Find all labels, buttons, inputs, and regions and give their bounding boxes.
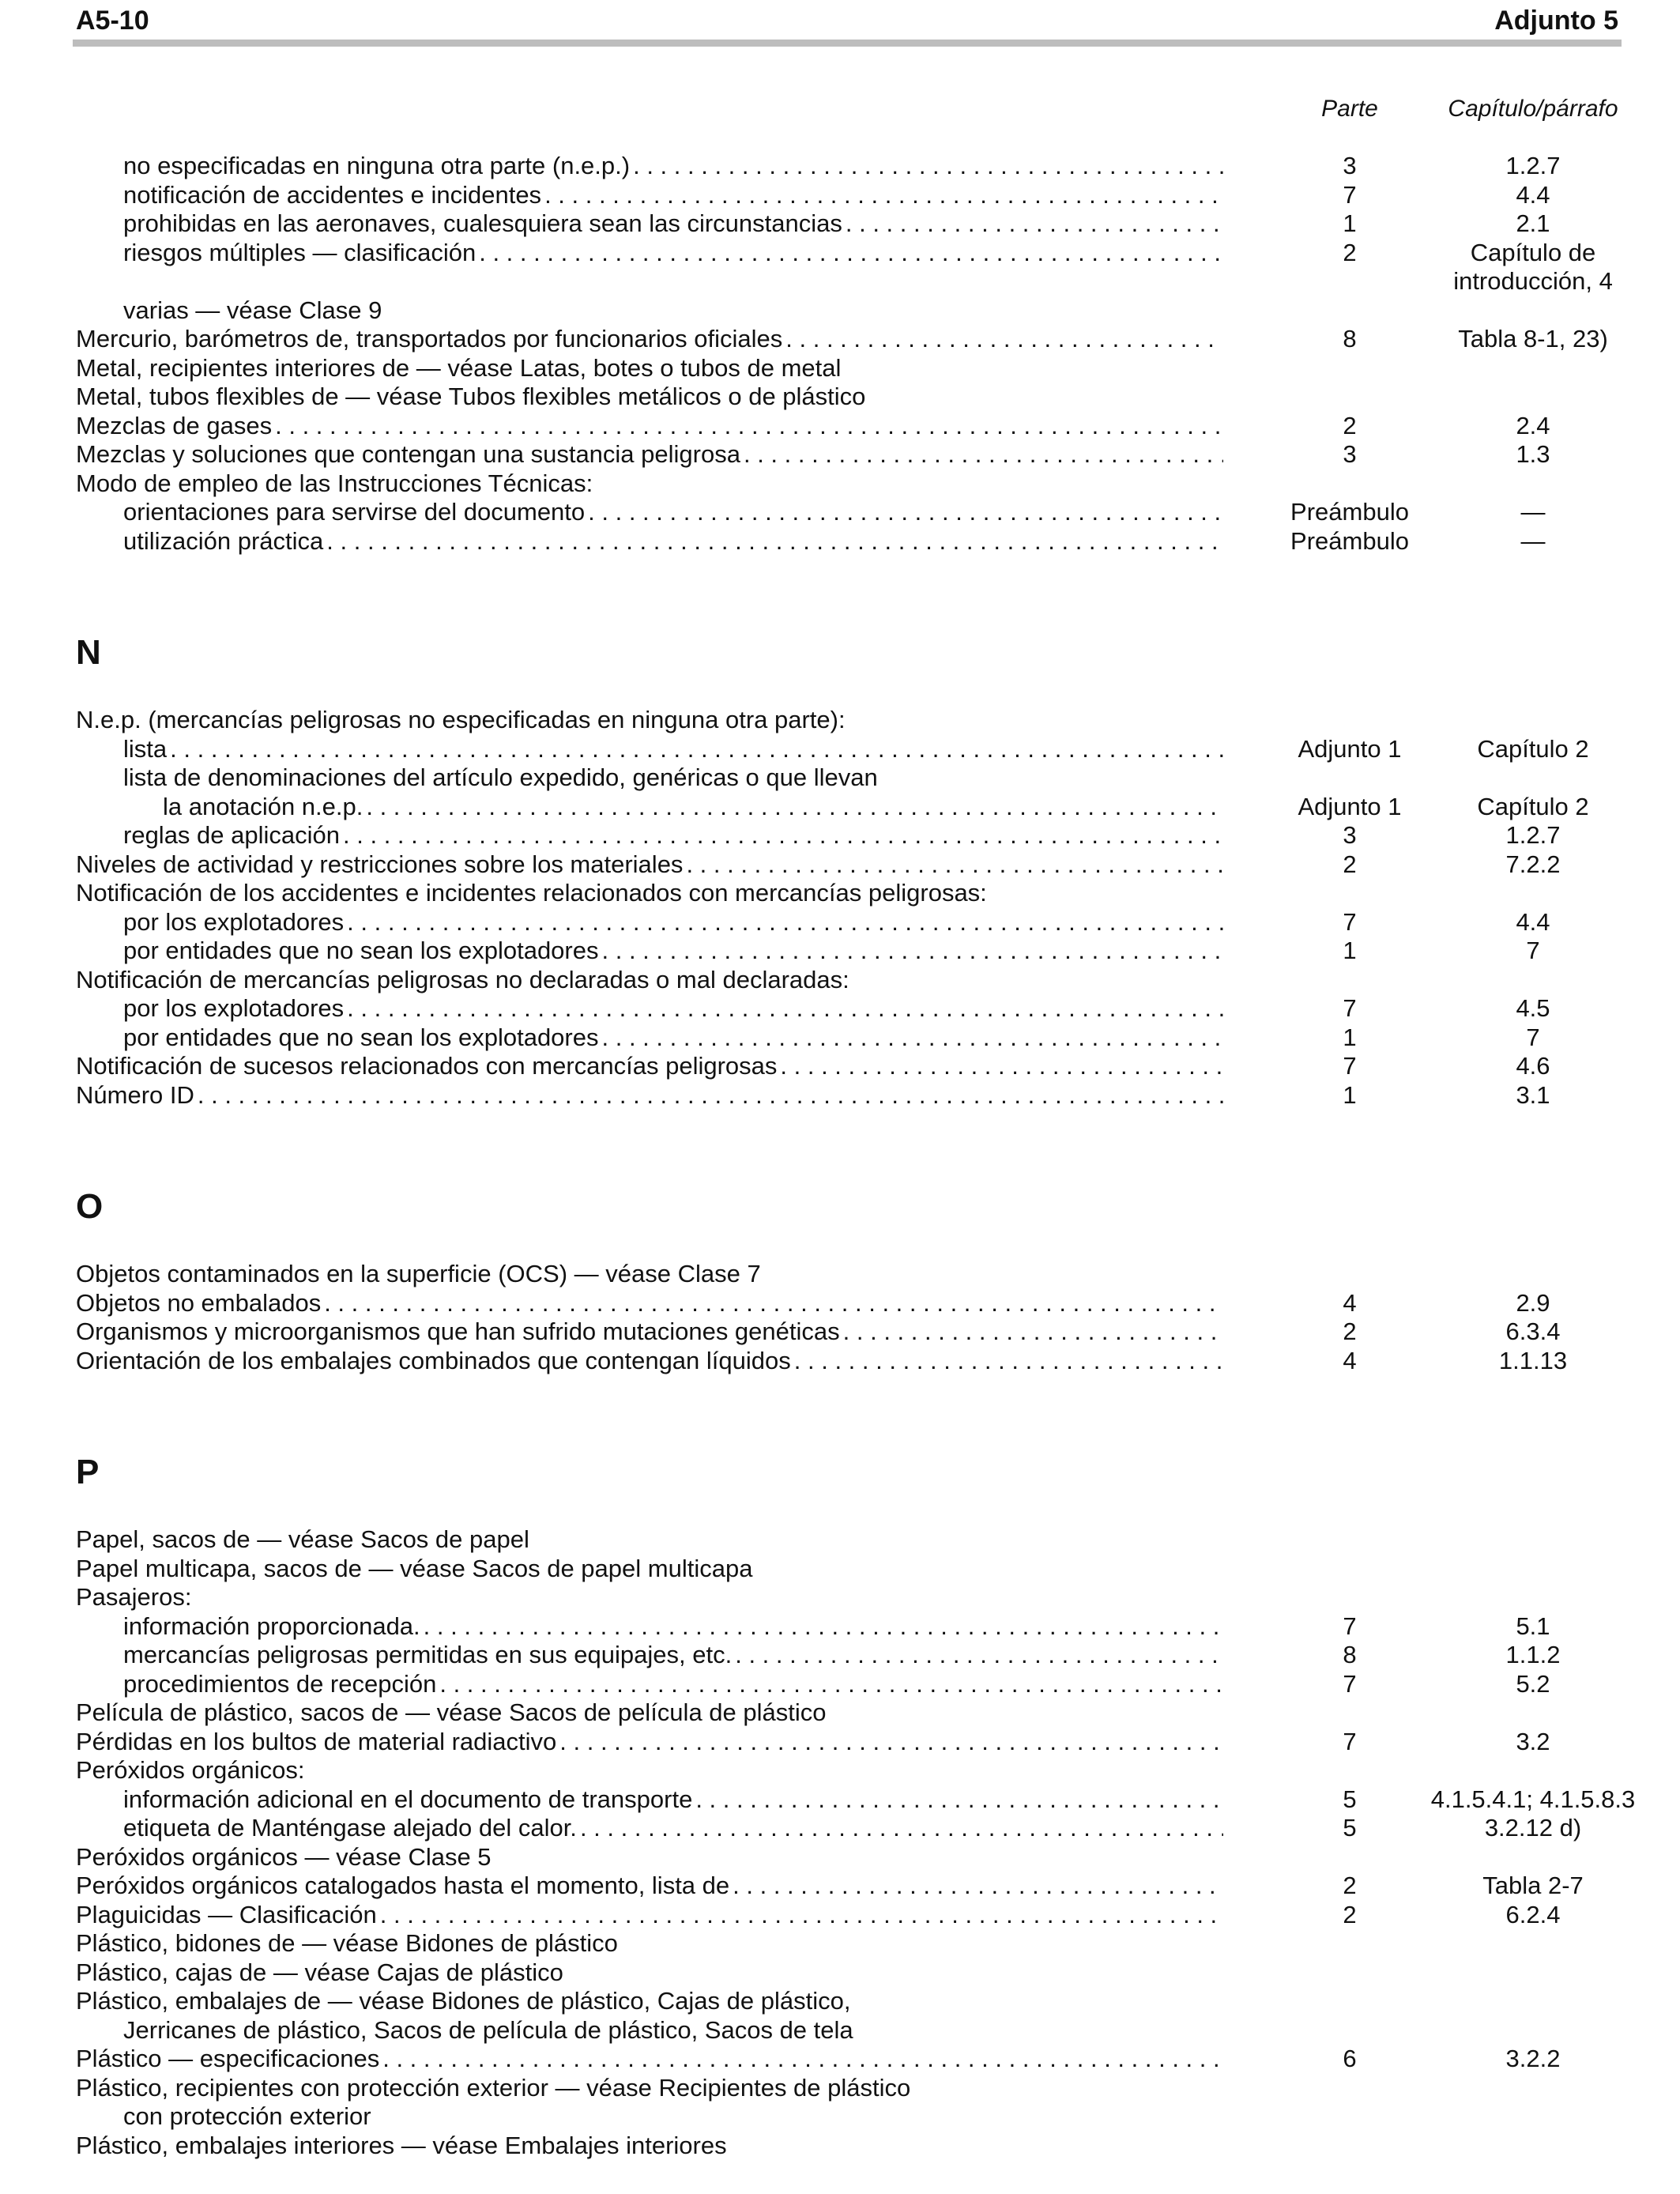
entry-part: 2 xyxy=(1343,1318,1357,1345)
entry-label xyxy=(123,296,1223,326)
entry-text: con protección exterior xyxy=(123,2102,371,2130)
entry-chapter: 4.5 xyxy=(1516,994,1550,1022)
entry-part: 1 xyxy=(1343,1023,1357,1051)
index-entry-row xyxy=(0,821,1680,850)
entry-part: 1 xyxy=(1343,1080,1357,1109)
entry-part: 2 xyxy=(1343,1900,1357,1928)
index-entry-row xyxy=(0,1756,1680,1785)
dot-leader xyxy=(580,1814,1223,1843)
entry-label xyxy=(76,1555,1223,1584)
index-entry-row xyxy=(0,267,1680,296)
entry-label xyxy=(76,706,1223,735)
entry-text: prohibidas en las aeronaves, cualesquiera sean las circunstancias xyxy=(123,209,842,237)
entry-label xyxy=(76,1929,1223,1958)
entry-chapter: 1.3 xyxy=(1516,440,1550,468)
entry-chapter: 7.2.2 xyxy=(1505,850,1561,878)
entry-text: Papel, sacos de — véase Sacos de papel xyxy=(76,1525,529,1553)
dot-leader xyxy=(343,821,1223,850)
dot-leader xyxy=(785,325,1223,354)
entry-part: 3 xyxy=(1343,440,1357,468)
dot-leader xyxy=(686,850,1223,880)
index-entry-row xyxy=(0,850,1680,880)
entry-text: Notificación de sucesos relacionados con mercancías peligrosas xyxy=(76,1052,778,1080)
entry-label xyxy=(163,793,1223,822)
index-entry-row xyxy=(0,1612,1680,1642)
entry-text: Mezclas y soluciones que contengan una sustancia peligrosa xyxy=(76,440,740,468)
entry-label xyxy=(123,994,1223,1023)
dot-leader xyxy=(380,1901,1223,1930)
entry-text: Plaguicidas — Clasificación xyxy=(76,1900,377,1928)
entry-text: información proporcionada. xyxy=(123,1612,420,1640)
entry-chapter: 6.2.4 xyxy=(1505,1900,1561,1928)
entry-text: Peróxidos orgánicos catalogados hasta el momento, lista de xyxy=(76,1872,730,1899)
dot-leader xyxy=(439,1670,1223,1699)
entry-label xyxy=(123,498,1223,527)
entry-label xyxy=(123,152,1223,181)
entry-part: 7 xyxy=(1343,180,1357,209)
entry-label xyxy=(76,879,1223,908)
entry-text: Mercurio, barómetros de, transportados por funcionarios oficiales xyxy=(76,325,783,352)
section-letter-text: P xyxy=(76,1453,100,1491)
entry-text: orientaciones para servirse del documento xyxy=(123,498,586,526)
entry-label xyxy=(76,1260,1223,1289)
entry-part: Preámbulo xyxy=(1290,526,1409,555)
entry-label xyxy=(76,1872,1223,1901)
entry-part: 7 xyxy=(1343,1052,1357,1080)
entry-label xyxy=(76,1318,1223,1347)
index-entry-row xyxy=(0,1289,1680,1318)
entry-label xyxy=(123,908,1223,937)
entry-chapter: 3.1 xyxy=(1516,1080,1550,1109)
dot-leader xyxy=(588,498,1223,527)
index-entry-row xyxy=(0,1670,1680,1699)
entry-label xyxy=(76,383,1223,412)
entry-text: Plástico, bidones de — véase Bidones de plástico xyxy=(76,1929,618,1957)
section-letter xyxy=(0,611,1680,706)
entry-label xyxy=(76,1698,1223,1728)
entry-part: Adjunto 1 xyxy=(1298,792,1402,820)
entry-part: 7 xyxy=(1343,1669,1357,1698)
index-entry-row xyxy=(0,469,1680,499)
dot-leader xyxy=(275,412,1223,441)
entry-part: 7 xyxy=(1343,1612,1357,1640)
page-number: A5-10 xyxy=(76,6,149,36)
entry-part: 6 xyxy=(1343,2045,1357,2072)
entry-label xyxy=(76,1081,1223,1110)
index-entry-row xyxy=(0,1785,1680,1815)
entry-text: lista xyxy=(123,734,168,763)
index-entry-row xyxy=(0,735,1680,764)
entry-chapter: 2.9 xyxy=(1516,1288,1550,1317)
section-spacer xyxy=(0,1110,1680,1165)
entry-part: 1 xyxy=(1343,209,1357,237)
index-entry-row xyxy=(0,706,1680,735)
entry-text: reglas de aplicación xyxy=(123,821,341,849)
entry-text: Plástico, recipientes con protección exterior — véase Recipientes de plástico xyxy=(76,2073,911,2102)
column-headers xyxy=(0,93,1680,125)
index-entry-row xyxy=(0,908,1680,937)
entry-chapter: 2.4 xyxy=(1516,411,1550,439)
header-rule xyxy=(73,40,1622,47)
entry-text: riesgos múltiples — clasificación xyxy=(123,238,477,266)
dot-leader xyxy=(633,152,1223,181)
index-entry-row xyxy=(0,1052,1680,1081)
index-entry-row xyxy=(0,296,1680,326)
index-entry-row xyxy=(0,498,1680,527)
entry-label xyxy=(76,1756,1223,1785)
entry-text: Jerricanes de plástico, Sacos de película de plástico, Sacos de tela xyxy=(123,2015,853,2044)
entry-text: Metal, tubos flexibles de — véase Tubos flexibles metálicos o de plástico xyxy=(76,383,866,410)
entry-label xyxy=(123,821,1223,850)
dot-leader xyxy=(780,1052,1223,1081)
entry-chapter: 7 xyxy=(1526,937,1540,964)
entry-label xyxy=(123,2102,1223,2132)
index-entry-row xyxy=(0,1555,1680,1584)
entry-label xyxy=(123,181,1223,210)
entry-chapter: 5.1 xyxy=(1516,1612,1550,1640)
entry-chapter: 4.1.5.4.1; 4.1.5.8.3 xyxy=(1430,1785,1636,1813)
entry-label xyxy=(76,1525,1223,1555)
entry-label xyxy=(76,2132,1223,2161)
entry-text: utilización práctica xyxy=(123,526,324,555)
entry-label xyxy=(76,1347,1223,1376)
entry-label xyxy=(76,1958,1223,1988)
entry-part: 2 xyxy=(1343,411,1357,439)
entry-text: procedimientos de recepción xyxy=(123,1669,437,1698)
dot-leader xyxy=(695,1785,1223,1815)
index-entry-row xyxy=(0,1023,1680,1053)
entry-part: 5 xyxy=(1343,1785,1357,1813)
entry-label xyxy=(123,937,1223,966)
entry-text: Peróxidos orgánicos — véase Clase 5 xyxy=(76,1842,492,1871)
entry-part: 5 xyxy=(1343,1814,1357,1842)
section-letter-text: N xyxy=(76,633,101,672)
entry-label xyxy=(76,440,1223,469)
entry-part: Preámbulo xyxy=(1290,498,1409,526)
entry-text: no especificadas en ninguna otra parte (n.e.p.) xyxy=(123,152,631,179)
entry-part: 4 xyxy=(1343,1288,1357,1317)
entry-text: la anotación n.e.p. xyxy=(163,792,363,820)
entry-label xyxy=(76,354,1223,383)
entry-label xyxy=(76,1987,1223,2016)
index-entry-row xyxy=(0,1872,1680,1901)
dot-leader xyxy=(479,239,1223,268)
entry-text: Orientación de los embalajes combinados que contengan líquidos xyxy=(76,1346,791,1374)
entry-label xyxy=(123,209,1223,239)
entry-part: 7 xyxy=(1343,1727,1357,1755)
entry-label xyxy=(76,1901,1223,1930)
entry-chapter: Tabla 2-7 xyxy=(1482,1872,1584,1899)
entry-label xyxy=(123,239,1223,268)
page-header xyxy=(76,3,1618,38)
section-spacer xyxy=(0,556,1680,611)
entry-chapter: introducción, 4 xyxy=(1453,267,1613,295)
dot-leader xyxy=(846,209,1223,239)
entry-chapter: 1.1.13 xyxy=(1498,1346,1568,1374)
entry-text: Película de plástico, sacos de — véase Sacos de película de plástico xyxy=(76,1698,827,1726)
entry-chapter: 4.4 xyxy=(1516,180,1550,209)
index-entry-row xyxy=(0,354,1680,383)
entry-text: Niveles de actividad y restricciones sobre los materiales xyxy=(76,850,684,878)
index-entry-row xyxy=(0,937,1680,966)
entry-part: 8 xyxy=(1343,325,1357,352)
index-entry-row xyxy=(0,2074,1680,2103)
entry-text: Objetos contaminados en la superficie (OCS) — véase Clase 7 xyxy=(76,1260,761,1287)
entry-chapter: Capítulo de xyxy=(1470,238,1596,266)
index-entry-row xyxy=(0,1929,1680,1958)
index-entry-row xyxy=(0,440,1680,469)
dot-leader xyxy=(544,181,1223,210)
index-entry-row xyxy=(0,209,1680,239)
entry-part: 8 xyxy=(1343,1641,1357,1668)
dot-leader xyxy=(366,793,1223,822)
index-entry-row xyxy=(0,1583,1680,1612)
entry-part: 7 xyxy=(1343,994,1357,1022)
entry-chapter: 3.2.12 d) xyxy=(1484,1814,1582,1842)
dot-leader xyxy=(602,1023,1224,1053)
entry-label xyxy=(123,2016,1223,2045)
entry-text: información adicional en el documento de transporte xyxy=(123,1785,693,1813)
entry-part: 4 xyxy=(1343,1346,1357,1374)
entry-label xyxy=(76,966,1223,995)
index-entry-row xyxy=(0,1641,1680,1670)
dot-leader xyxy=(735,1641,1223,1670)
entry-text: Objetos no embalados xyxy=(76,1288,322,1317)
entry-text: Peróxidos orgánicos: xyxy=(76,1756,305,1784)
entry-text: Notificación de mercancías peligrosas no declaradas o mal declaradas: xyxy=(76,965,849,993)
entry-text: Número ID xyxy=(76,1080,194,1109)
entry-part: 3 xyxy=(1343,821,1357,849)
entry-chapter: 3.2 xyxy=(1516,1727,1550,1755)
entry-label xyxy=(76,1583,1223,1612)
section-title: Adjunto 5 xyxy=(1494,6,1618,36)
entry-text: Papel multicapa, sacos de — véase Sacos de papel multicapa xyxy=(76,1554,753,1582)
section-letter xyxy=(0,1165,1680,1260)
index-entry-row xyxy=(0,966,1680,995)
entry-label xyxy=(123,735,1223,764)
entry-part: 1 xyxy=(1343,937,1357,964)
entry-text: Organismos y microorganismos que han sufrido mutaciones genéticas xyxy=(76,1318,840,1345)
part-column-header: Parte xyxy=(1321,96,1378,122)
entry-text: Plástico — especificaciones xyxy=(76,2045,380,2072)
entry-text: por los explotadores xyxy=(123,994,345,1022)
dot-leader xyxy=(744,440,1223,469)
index-entry-row xyxy=(0,793,1680,822)
entry-chapter: — xyxy=(1520,526,1546,555)
entry-text: varias — véase Clase 9 xyxy=(123,296,382,324)
index-entry-row xyxy=(0,2045,1680,2074)
entry-label xyxy=(123,1814,1223,1843)
index-entry-row xyxy=(0,1728,1680,1757)
entry-chapter: 3.2.2 xyxy=(1505,2045,1561,2072)
index-entry-row xyxy=(0,879,1680,908)
index-entry-row xyxy=(0,412,1680,441)
entry-chapter: 7 xyxy=(1526,1023,1540,1051)
entry-text: Plástico, embalajes de — véase Bidones de plástico, Cajas de plástico, xyxy=(76,1987,851,2015)
index-entry-row xyxy=(0,1698,1680,1728)
entry-label xyxy=(123,1641,1223,1670)
entry-label xyxy=(76,1052,1223,1081)
entry-text: N.e.p. (mercancías peligrosas no especificadas en ninguna otra parte): xyxy=(76,706,846,733)
dot-leader xyxy=(843,1318,1223,1347)
entry-text: mercancías peligrosas permitidas en sus equipajes, etc. xyxy=(123,1641,733,1668)
index-entry-row xyxy=(0,239,1680,268)
entry-label xyxy=(76,1728,1223,1757)
index-entry-row xyxy=(0,2016,1680,2045)
chapter-column-header: Capítulo/párrafo xyxy=(1448,96,1618,122)
entry-label xyxy=(76,2045,1223,2074)
entry-part: 3 xyxy=(1343,152,1357,179)
entry-part: Adjunto 1 xyxy=(1298,734,1402,763)
entry-part: 7 xyxy=(1343,907,1357,936)
entry-chapter: 1.1.2 xyxy=(1505,1641,1561,1668)
entry-label xyxy=(76,1289,1223,1318)
section-spacer xyxy=(0,1375,1680,1431)
entry-text: por los explotadores xyxy=(123,907,345,936)
entry-label xyxy=(76,325,1223,354)
entry-chapter: 2.1 xyxy=(1516,209,1550,237)
dot-leader xyxy=(198,1081,1223,1110)
dot-leader xyxy=(347,994,1223,1023)
index-entry-row xyxy=(0,763,1680,793)
entry-label xyxy=(123,1670,1223,1699)
entry-label xyxy=(76,850,1223,880)
entry-chapter: — xyxy=(1520,498,1546,526)
entry-chapter: 6.3.4 xyxy=(1505,1318,1561,1345)
dot-leader xyxy=(324,1289,1223,1318)
dot-leader xyxy=(602,937,1224,966)
entry-chapter: 4.6 xyxy=(1516,1052,1550,1080)
index-entries xyxy=(0,152,1680,2160)
entry-text: etiqueta de Manténgase alejado del calor. xyxy=(123,1814,577,1842)
entry-label xyxy=(123,1023,1223,1053)
entry-chapter: 1.2.7 xyxy=(1505,152,1561,179)
index-entry-row xyxy=(0,152,1680,181)
entry-label xyxy=(123,763,1223,793)
index-entry-row xyxy=(0,325,1680,354)
dot-leader xyxy=(424,1612,1223,1642)
entry-label xyxy=(76,1843,1223,1872)
index-entry-row xyxy=(0,1987,1680,2016)
entry-text: lista de denominaciones del artículo expedido, genéricas o que llevan xyxy=(123,763,878,791)
entry-text: Pasajeros: xyxy=(76,1583,192,1611)
entry-label xyxy=(76,2074,1223,2103)
entry-chapter: 4.4 xyxy=(1516,907,1550,936)
entry-text: Pérdidas en los bultos de material radiactivo xyxy=(76,1727,557,1755)
index-entry-row xyxy=(0,1525,1680,1555)
index-entry-row xyxy=(0,2132,1680,2161)
entry-label xyxy=(123,1785,1223,1815)
index-entry-row xyxy=(0,1318,1680,1347)
index-entry-row xyxy=(0,1958,1680,1988)
dot-leader xyxy=(170,735,1223,764)
dot-leader xyxy=(794,1347,1223,1376)
entry-text: Modo de empleo de las Instrucciones Técnicas: xyxy=(76,469,593,497)
entry-text: Mezclas de gases xyxy=(76,411,273,439)
entry-label xyxy=(76,469,1223,499)
entry-part: 2 xyxy=(1343,238,1357,266)
dot-leader xyxy=(733,1872,1223,1901)
index-entry-row xyxy=(0,1260,1680,1289)
entry-chapter: Tabla 8-1, 23) xyxy=(1458,325,1608,352)
index-entry-row xyxy=(0,994,1680,1023)
entry-text: Metal, recipientes interiores de — véase Latas, botes o tubos de metal xyxy=(76,353,842,382)
entry-chapter: Capítulo 2 xyxy=(1477,792,1589,820)
entry-chapter: 1.2.7 xyxy=(1505,821,1561,849)
dot-leader xyxy=(382,2045,1223,2074)
entry-text: por entidades que no sean los explotadores xyxy=(123,937,599,964)
index-entry-row xyxy=(0,1814,1680,1843)
entry-label xyxy=(76,412,1223,441)
dot-leader xyxy=(347,908,1223,937)
index-entry-row xyxy=(0,527,1680,556)
section-letter-text: O xyxy=(76,1187,104,1226)
index-entry-row xyxy=(0,2102,1680,2132)
entry-text: Plástico, cajas de — véase Cajas de plástico xyxy=(76,1958,563,1986)
entry-text: por entidades que no sean los explotadores xyxy=(123,1023,599,1051)
entry-chapter: Capítulo 2 xyxy=(1477,734,1589,763)
dot-leader xyxy=(326,527,1223,556)
entry-part: 2 xyxy=(1343,1872,1357,1899)
entry-text: notificación de accidentes e incidentes xyxy=(123,180,542,209)
index-entry-row xyxy=(0,1347,1680,1376)
entry-label xyxy=(123,1612,1223,1642)
entry-chapter: 5.2 xyxy=(1516,1669,1550,1698)
entry-part: 2 xyxy=(1343,850,1357,878)
entry-text: Plástico, embalajes interiores — véase Embalajes interiores xyxy=(76,2131,727,2159)
index-entry-row xyxy=(0,181,1680,210)
entry-label xyxy=(123,527,1223,556)
dot-leader xyxy=(559,1728,1223,1757)
index-entry-row xyxy=(0,1901,1680,1930)
index-entry-row xyxy=(0,383,1680,412)
entry-text: Notificación de los accidentes e incidentes relacionados con mercancías peligrosas: xyxy=(76,879,987,907)
index-entry-row xyxy=(0,1081,1680,1110)
index-entry-row xyxy=(0,1843,1680,1872)
section-letter xyxy=(0,1431,1680,1525)
